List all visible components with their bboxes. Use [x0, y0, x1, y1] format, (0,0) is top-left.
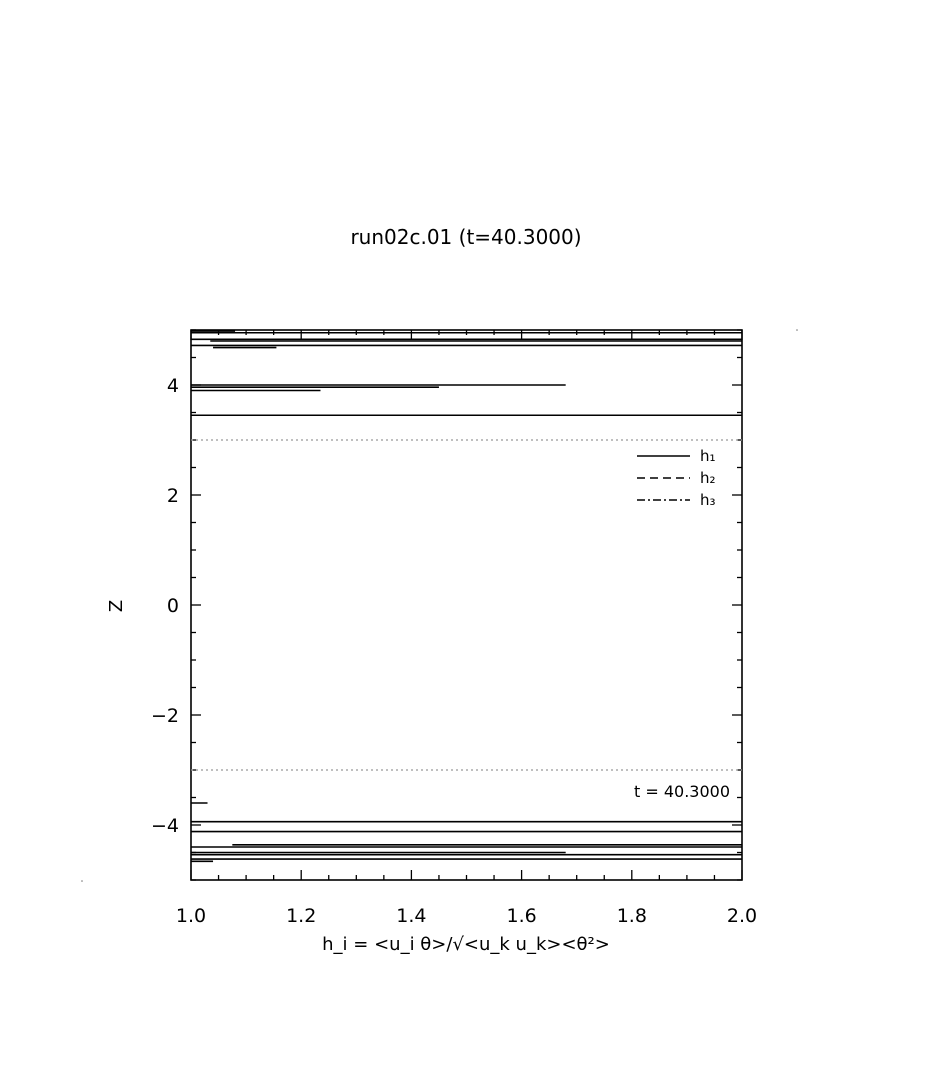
chart-title: run02c.01 (t=40.3000) [350, 225, 582, 249]
legend-label-h1: h₁ [700, 447, 716, 465]
x-tick-label: 1.4 [396, 905, 427, 927]
time-annotation: t = 40.3000 [633, 782, 730, 801]
legend [637, 447, 716, 509]
y-tick-label: 4 [166, 375, 179, 397]
y-tick-label: 2 [166, 485, 179, 507]
plot-area [151, 330, 757, 927]
y-tick-label: −4 [150, 815, 179, 837]
y-tick-label: 0 [166, 595, 179, 617]
legend-label-h3: h₃ [700, 491, 716, 509]
legend-label-h2: h₂ [700, 469, 716, 487]
x-tick-label: 1.6 [506, 905, 537, 927]
y-axis-label: Z [106, 599, 127, 613]
y-tick-label: −2 [150, 705, 179, 727]
speck [796, 329, 798, 331]
speck [81, 880, 83, 882]
x-tick-label: 2.0 [726, 905, 758, 927]
x-tick-label: 1.8 [616, 905, 647, 927]
x-tick-label: 1.0 [175, 905, 207, 927]
x-axis-label: h_i = <u_i θ>/√<u_k u_k><θ²> [322, 934, 610, 955]
x-tick-label: 1.2 [286, 905, 317, 927]
